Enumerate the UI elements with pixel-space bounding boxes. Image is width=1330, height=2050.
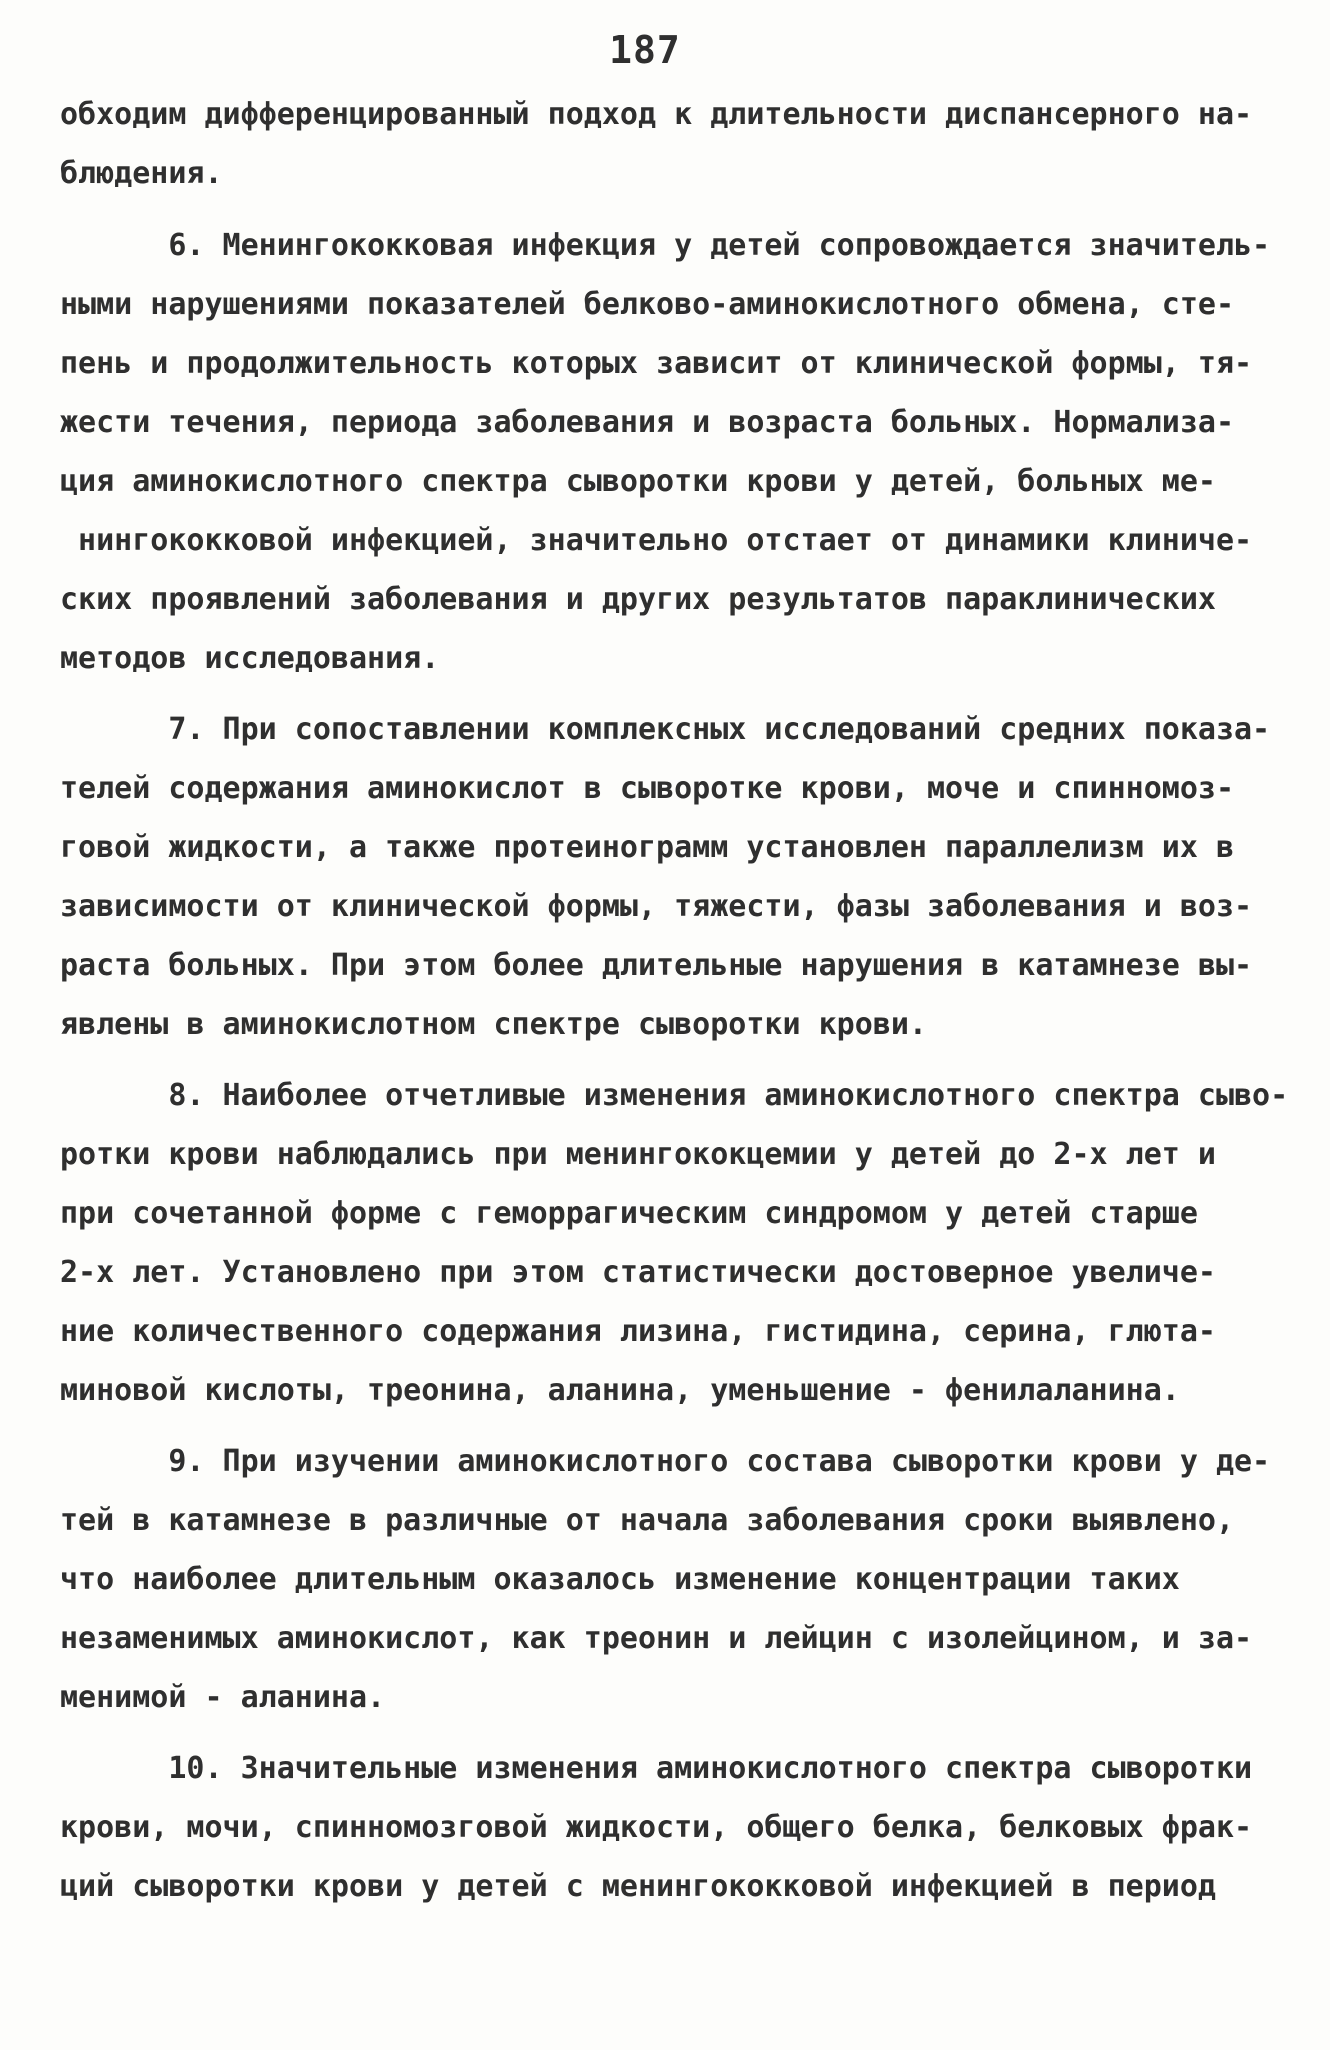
text-line: раста больных. При этом более длительные нарушения в катамнезе вы- xyxy=(60,948,1253,983)
text-line: методов исследования. xyxy=(60,641,440,676)
text-line: ние количественного содержания лизина, гистидина, серина, глюта- xyxy=(60,1314,1216,1349)
text-line: тей в катамнезе в различные от начала заболевания сроки выявлено, xyxy=(60,1503,1234,1538)
text-line: что наиболее длительным оказалось изменение концентрации таких xyxy=(60,1562,1180,1597)
text-line: 9. При изучении аминокислотного состава сыворотки крови у де- xyxy=(60,1444,1271,1479)
text-line: 2-х лет. Установлено при этом статистически достоверное увеличе- xyxy=(60,1255,1216,1290)
text-line: явлены в аминокислотном спектре сыворотки крови. xyxy=(60,1007,927,1042)
text-line: менимой - аланина. xyxy=(60,1680,386,1715)
text-line: при сочетанной форме с геморрагическим синдромом у детей старше xyxy=(60,1196,1198,1231)
text-line: ция аминокислотного спектра сыворотки крови у детей, больных ме- xyxy=(60,464,1216,499)
text-line: 10. Значительные изменения аминокислотного спектра сыворотки xyxy=(60,1751,1253,1786)
text-line: зависимости от клинической формы, тяжести, фазы заболевания и воз- xyxy=(60,889,1253,924)
text-line: ными нарушениями показателей белково-аминокислотного обмена, сте- xyxy=(60,287,1234,322)
text-line: 8. Наиболее отчетливые изменения аминокислотного спектра сыво- xyxy=(60,1078,1289,1113)
text-line: жести течения, периода заболевания и возраста больных. Нормализа- xyxy=(60,405,1234,440)
text-line: блюдения. xyxy=(60,156,223,191)
text-line: обходим дифференцированный подход к длительности диспансерного на- xyxy=(60,97,1253,132)
text-line: телей содержания аминокислот в сыворотке крови, моче и спинномоз- xyxy=(60,771,1234,806)
text-line: ских проявлений заболевания и других результатов параклинических xyxy=(60,582,1216,617)
text-line: 7. При сопоставлении комплексных исследований средних показа- xyxy=(60,712,1271,747)
text-line: 6. Менингококковая инфекция у детей сопровождается значитель- xyxy=(60,228,1271,263)
text-line: нингококковой инфекцией, значительно отстает от динамики клиниче- xyxy=(60,523,1253,558)
text-line: миновой кислоты, треонина, аланина, уменьшение - фенилаланина. xyxy=(60,1373,1180,1408)
page-number: 187 xyxy=(609,28,681,72)
text-line: крови, мочи, спинномозговой жидкости, общего белка, белковых фрак- xyxy=(60,1810,1253,1845)
text-line: ций сыворотки крови у детей с менингококковой инфекцией в период xyxy=(60,1869,1216,1904)
text-line: пень и продолжительность которых зависит от клинической формы, тя- xyxy=(60,346,1253,381)
text-line: ротки крови наблюдались при менингококцемии у детей до 2-х лет и xyxy=(60,1137,1216,1172)
text-line: говой жидкости, а также протеинограмм установлен параллелизм их в xyxy=(60,830,1234,865)
text-line: незаменимых аминокислот, как треонин и лейцин с изолейцином, и за- xyxy=(60,1621,1253,1656)
